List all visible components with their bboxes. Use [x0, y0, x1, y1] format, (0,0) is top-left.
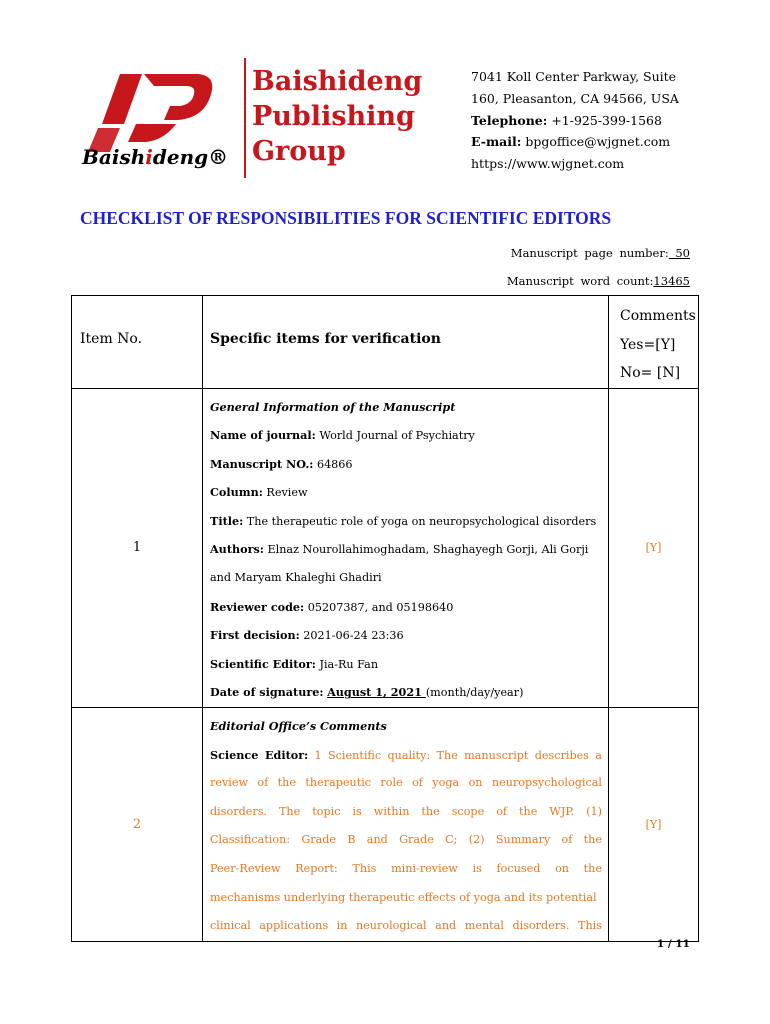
header-specific-items: Specific items for verification	[203, 296, 609, 389]
page-title: CHECKLIST OF RESPONSIBILITIES FOR SCIENTIFIC EDITORS	[80, 208, 612, 228]
general-info-cell: General Information of the Manuscript Name of journal: World Journal of Psychiatry Manuscript NO.: 64866 Column: Review Title: The therapeutic role of yoga on neuropsychological disorders Authors: Elnaz Nourollahimoghadam, Shaghayegh Gorji, Ali Gorji and Maryam Khaleghi Ghadiri Reviewer code: 05207387, and 05198640 First decision: 2021-06-24 23:36 Scientific Editor: Jia-Ru Fan Date of signature: August 1, 2021 (month/day/year)	[203, 388, 609, 708]
contact-address	[471, 66, 679, 175]
header-divider	[244, 58, 246, 178]
email: E-mail: bpgoffice@wjgnet.com	[471, 134, 671, 150]
telephone: Telephone: +1-925-399-1568	[471, 112, 662, 128]
table-row	[72, 388, 699, 708]
logo-wordmark: Baishideng®	[82, 145, 229, 169]
address-line: 160, Pleasanton, CA 94566, USA	[471, 90, 679, 106]
brand-name: Baishideng Publishing Group	[252, 66, 423, 167]
table-row	[72, 708, 699, 942]
page-number-field: Manuscript page number: 50	[510, 246, 690, 260]
page-indicator: 1 / 11	[656, 938, 690, 950]
checklist-table	[71, 295, 699, 942]
header-comments: Comments Yes=[Y] No= [N]	[609, 296, 699, 389]
comment-yes: [Y]	[609, 708, 699, 942]
word-count-field: Manuscript word count:13465	[506, 274, 690, 288]
address-line: 7041 Koll Center Parkway, Suite	[471, 69, 677, 84]
item-number: 1	[72, 388, 203, 708]
editorial-comments-cell: Editorial Office’s Comments Science Editor: 1 Scientific quality: The manuscript describes a review of the therapeutic role of yoga on neuropsychological disorders. The topic is within the scope of the WJP. (1) Classification: Grade B and Grade C; (2) Summary of the Peer-Review Report: This mini-review is focused on the mechanisms underlying therapeutic effects of yoga and its potential clinical applications in neurological and mental disorders. This	[203, 708, 609, 942]
table-header-row	[72, 296, 699, 389]
item-number: 2	[72, 708, 203, 942]
comment-yes: [Y]	[609, 388, 699, 708]
header-item-no: Item No.	[72, 296, 203, 389]
website-link[interactable]: https://www.wjgnet.com	[471, 156, 625, 172]
